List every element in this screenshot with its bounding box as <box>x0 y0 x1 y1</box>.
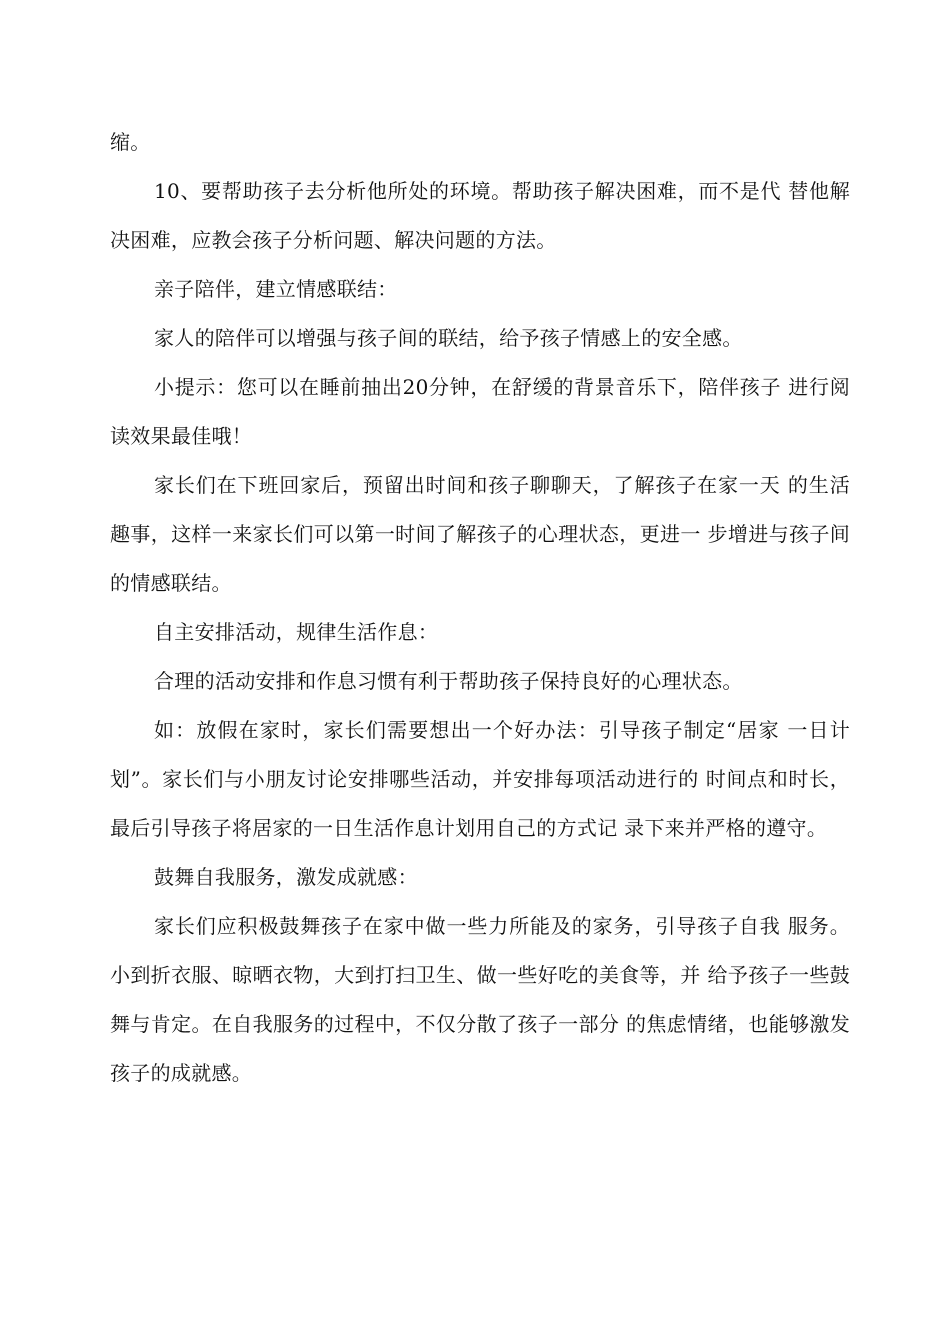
paragraph-small-tip: 小提示：您可以在睡前抽出20分钟，在舒缓的背景音乐下，陪伴孩子 进行阅读效果最佳哦！ <box>110 375 850 448</box>
section-heading-self-service: 鼓舞自我服务，激发成就感： <box>154 865 418 889</box>
section-heading-companionship: 亲子陪伴，建立情感联结： <box>154 277 398 301</box>
paragraph-companionship: 家人的陪伴可以增强与孩子间的联结，给予孩子情感上的安全感。 <box>154 326 743 350</box>
paragraph-after-work-chat: 家长们在下班回家后，预留出时间和孩子聊聊天，了解孩子在家一天 的生活趣事，这样一来家长们可以第一时间了解孩子的心理状态，更进一 步增进与孩子间的情感联结。 <box>110 473 850 595</box>
paragraph-continuation: 缩。 <box>110 130 151 154</box>
paragraph-tip-10: 10、要帮助孩子去分析他所处的环境。帮助孩子解决困难，而不是代 替他解决困难，应教会孩子分析问题、解决问题的方法。 <box>110 179 850 252</box>
paragraph-schedule: 合理的活动安排和作息习惯有利于帮助孩子保持良好的心理状态。 <box>154 669 743 693</box>
paragraph-daily-plan: 如：放假在家时，家长们需要想出一个好办法：引导孩子制定“居家 一日计划”。家长们与小朋友讨论安排哪些活动，并安排每项活动进行的 时间点和时长，最后引导孩子将居家的一日生活作息计划用自己的方式记 录下来并严格的遵守。 <box>110 718 850 840</box>
document-body <box>110 118 850 1098</box>
section-heading-schedule: 自主安排活动，规律生活作息： <box>154 620 439 644</box>
paragraph-self-service: 家长们应积极鼓舞孩子在家中做一些力所能及的家务，引导孩子自我 服务。小到折衣服、晾晒衣物，大到打扫卫生、做一些好吃的美食等，并 给予孩子一些鼓舞与肯定。在自我服务的过程中，不仅分散了孩子一部分 的焦虑情绪，也能够激发孩子的成就感。 <box>110 914 850 1085</box>
